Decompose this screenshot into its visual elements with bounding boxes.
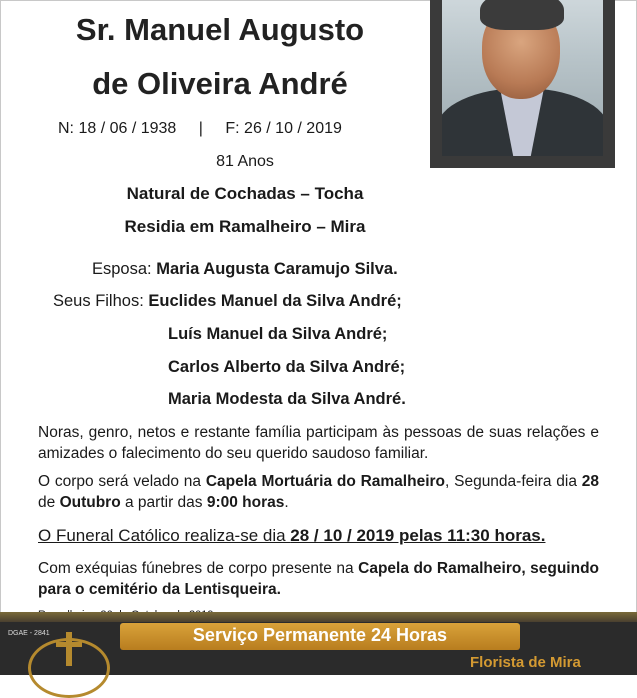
cross-icon (66, 632, 72, 666)
dgae-code: DGAE - 2841 (8, 630, 50, 637)
child-name: Euclides Manuel da Silva André; (148, 292, 402, 310)
children-label: Seus Filhos: (53, 292, 144, 310)
spouse-label: Esposa: (92, 260, 152, 278)
natural-of: Natural de Cochadas – Tocha (126, 184, 364, 203)
portrait-photo (442, 0, 603, 156)
name-line-1: Sr. Manuel Augusto (75, 12, 365, 47)
spouse-line (92, 260, 398, 279)
date-separator: | (198, 120, 203, 137)
child-name: Carlos Alberto da Silva André; (168, 358, 406, 376)
funeral-announcement: O Funeral Católico realiza-se dia 28 / 10 / 2019 pelas 11:30 horas. (38, 526, 546, 545)
exequias-paragraph: Com exéquias fúnebres de corpo presente na Capela do Ramalheiro, seguindo para o cemitério da Lentisqueira. (38, 560, 600, 598)
birth-date: N: 18 / 06 / 1938 (58, 120, 177, 137)
footer-stripe (0, 612, 637, 622)
spouse-name: Maria Augusta Caramujo Silva. (156, 260, 398, 278)
family-notice: Noras, genro, netos e restante família participam às pessoas de suas relações e amizades o falecimento do seu querido saudoso familiar. (38, 424, 599, 462)
age: 81 Anos (216, 153, 274, 170)
wake-paragraph: O corpo será velado na Capela Mortuária do Ramalheiro, Segunda-feira dia 28 de Outubro a partir das 9:00 horas. (38, 473, 599, 511)
child-name: Luís Manuel da Silva André; (168, 325, 388, 343)
children-line-1 (53, 292, 402, 311)
portrait-frame (430, 0, 615, 168)
florista-name: Florista de Mira (470, 654, 581, 671)
name-line-2: de Oliveira André (92, 66, 348, 101)
residence: Residia em Ramalheiro – Mira (124, 217, 366, 236)
death-date: F: 26 / 10 / 2019 (225, 120, 342, 137)
child-name: Maria Modesta da Silva André. (168, 390, 406, 408)
cross-bar-icon (56, 642, 82, 647)
dates-line (58, 120, 418, 138)
service-banner-text: Serviço Permanente 24 Horas (192, 625, 448, 645)
